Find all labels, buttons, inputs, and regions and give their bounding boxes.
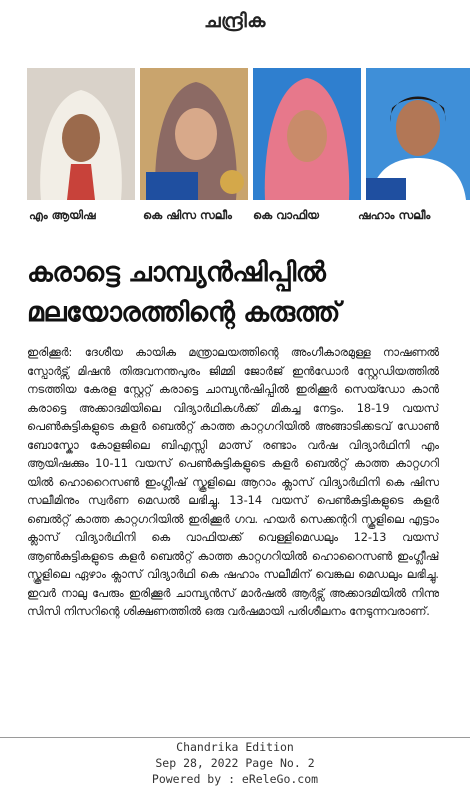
headline-line-1: കരാട്ടെ ചാമ്പ്യൻഷിപ്പിൽ (27, 257, 326, 288)
photo-ayisha (27, 68, 135, 200)
caption-shisa-salim: കെ ഷിസ സലീം (143, 208, 232, 222)
masthead: ചന്ദ്രിക (204, 10, 266, 32)
footer-date-page: Sep 28, 2022 Page No. 2 (155, 756, 315, 770)
photo-shisa-salim (140, 68, 248, 200)
photo-wafiya (253, 68, 361, 200)
footer-divider (0, 737, 470, 738)
article-body: ഇരിക്കൂർ: ദേശീയ കായിക മന്ത്രാലയത്തിന്റെ അംഗീകാരമുള്ള നാഷണൽ സ്പോർട്സ് മിഷൻ തിരുവനന്തപുരം ജിമ്മി ജോർജ് ഇൻഡോർ സ്റ്റേഡിയത്തിൽ നടത്തിയ കേരള സ്റ്റേറ്റ് കരാട്ടെ ചാമ്പ്യൻഷിപ്പിൽ ഇരിക്കൂർ സെയ്ഡോ കാൻ കരാട്ടെ അക്കാദമിയിലെ വിദ്യാർഥികൾക്ക് മികച്ച നേട്ടം. 18-19 വയസ് പെൺകുട്ടികളുടെ കളർ ബെൽറ്റ് കാത്ത കാറ്റഗറിയിൽ അങ്ങാടിക്കടവ് ഡോൺ ബോസ്കോ കോളജിലെ ബിഎസ്സി മാത്സ് രണ്ടാം വർഷ വിദ്യാർഥിനി എം ആയിഷക്കും 10-11 വയസ് പെൺകുട്ടികളുടെ കളർ ബെൽറ്റ് കാത്ത കാറ്റഗറി യിൽ ഹൊറൈസൺ ഇംഗ്ലീഷ് സ്കൂളിലെ ആറാം ക്ലാസ് വിദ്യാർഥിനി കെ ഷിസ സലീമിനും സ്വർണ മെഡൽ ലഭിച്ചു. 13-14 വയസ് പെൺകുട്ടികളുടെ കളർ ബെൽറ്റ് കാത്ത കാറ്റഗറിയിൽ ഇരിക്കൂർ ഗവ. ഹയർ സെക്കന്ററി സ്കൂളിലെ എട്ടാം ക്ലാസ് വിദ്യാർഥിനി കെ വാഫിയക്ക് വെള്ളിമെഡലും 12-13 വയസ് ആൺകുട്ടികളുടെ കളർ ബെൽറ്റ് കാത്ത കാറ്റഗറിയിൽ ഹൊറൈസൺ ഇംഗ്ലീഷ് സ്കൂളിലെ ഏഴാം ക്ലാസ് വിദ്യാർഥി കെ ഷഹാം സലീമിന് വെങ്കല മെഡലും ലഭിച്ചു. ഇവർ നാലു പേരും ഇരിക്കൂർ ചാമ്പ്യൻസ് മാർഷൽ ആർട്സ് അക്കാദമിയിൽ നിന്നു സിസി നിസറിന്റെ ശിക്ഷണത്തിൽ ഒരു വർഷമായി പരിശീലനം നേടുന്നവരാണ്. (27, 346, 439, 618)
photo-shaham-salim (366, 68, 470, 200)
footer-edition: Chandrika Edition (176, 740, 294, 754)
footer-powered-by: Powered by : eReleGo.com (151, 772, 319, 786)
caption-shaham-salim: ഷഹാം സലീം (358, 208, 431, 222)
photo-strip (27, 68, 470, 200)
headline-line-2: മലയോരത്തിന്റെ കരുത്ത് (27, 297, 340, 328)
caption-wafiya: കെ വാഫിയ (253, 208, 320, 222)
photo-captions (27, 208, 470, 228)
caption-ayisha: എം ആയിഷ (29, 208, 96, 222)
